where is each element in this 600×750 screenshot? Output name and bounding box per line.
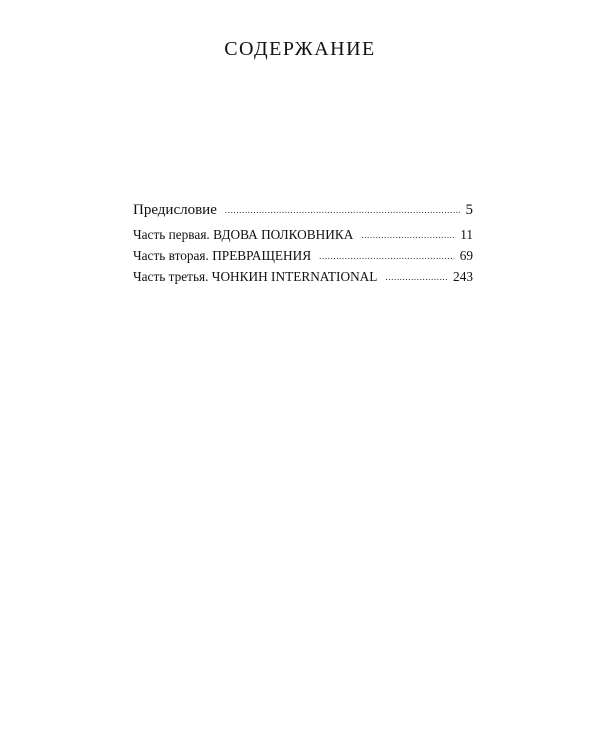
toc-entry-page: 5 bbox=[465, 202, 473, 218]
toc-entry-page: 11 bbox=[460, 227, 473, 242]
toc-entry-part-two bbox=[133, 248, 473, 264]
dot-leader bbox=[225, 206, 460, 215]
page-title: СОДЕРЖАНИЕ bbox=[224, 38, 376, 60]
toc-entry-label: Часть первая. ВДОВА ПОЛКОВНИКА bbox=[133, 227, 354, 242]
dot-leader bbox=[385, 273, 447, 282]
toc-entry-label: Часть третья. ЧОНКИН INTERNATIONAL bbox=[133, 269, 378, 284]
toc-entry-label: Часть вторая. ПРЕВРАЩЕНИЯ bbox=[133, 248, 312, 263]
toc-entry-page: 243 bbox=[453, 269, 473, 284]
toc-entry-part-three bbox=[133, 269, 473, 285]
table-of-contents bbox=[133, 202, 473, 290]
dot-leader bbox=[361, 231, 454, 240]
dot-leader bbox=[319, 252, 454, 261]
toc-entry-part-one bbox=[133, 227, 473, 243]
toc-entry-page: 69 bbox=[459, 248, 473, 263]
toc-entry-preface bbox=[133, 202, 473, 219]
toc-entry-label: Предисловие bbox=[133, 202, 217, 218]
